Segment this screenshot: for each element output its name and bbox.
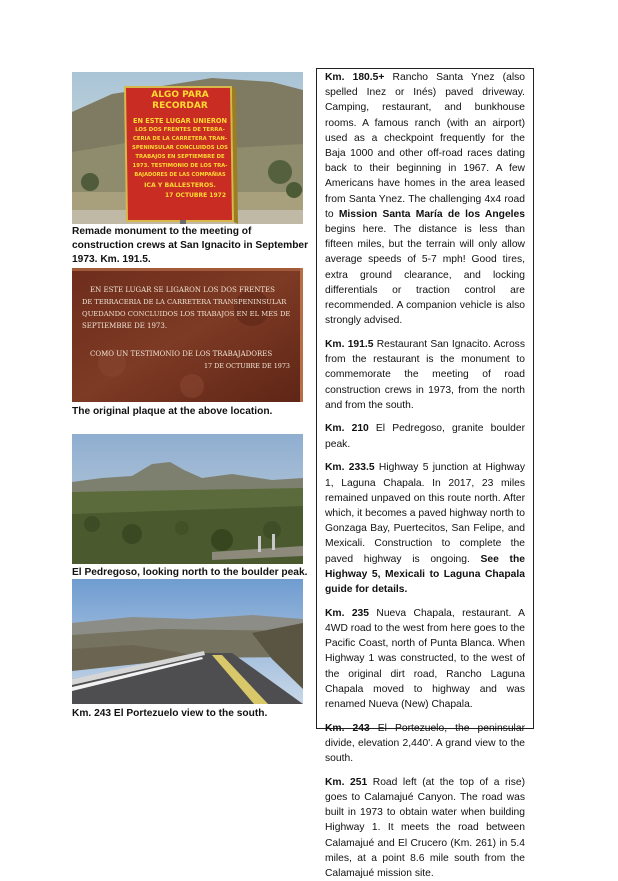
sign-line: 1973. TESTIMONIO DE LOS TRA-	[132, 163, 228, 169]
entry-text: Highway 5 junction at Highway 1, Laguna Chapala. In 2017, 23 miles remained unpaved on this route north. After which, it becomes a paved highway north to Gonzaga Bay, Puertecitos, San Felipe, and Mexicali. Construction to complete the paved highway is ongoing.	[325, 462, 525, 565]
km-entry	[325, 70, 525, 328]
km-entry	[325, 460, 525, 597]
km-log-panel	[316, 68, 534, 879]
sign-line: LOS DOS FRENTES DE TERRA-	[135, 127, 225, 133]
sign-line: CERIA DE LA CARRETERA TRAN-	[132, 136, 228, 142]
sign-line: ICA Y BALLESTEROS.	[144, 182, 216, 189]
plaque-caption: The original plaque at the above location.	[72, 406, 273, 417]
km-entry	[325, 606, 525, 712]
plaque-line: DE TERRACERIA DE LA CARRETERA TRANSPENINSULAR	[82, 298, 287, 306]
sign-line: SPENINSULAR CONCLUIDOS LOS	[132, 145, 228, 151]
portezuelo-photo	[72, 579, 303, 704]
pedregoso-caption: El Pedregoso, looking north to the boulder peak.	[72, 567, 308, 578]
portezuelo-image	[72, 579, 303, 704]
sign-line: BAJADORES DE LAS COMPAÑIAS	[134, 172, 226, 178]
entry-text: begins here. The distance is less than fifteen miles, but the terrain will only allow average speeds of 5-7 mph! Good tires, extra ground clearance, and locking differentials or traction control are recommended. A companion vehicle is also strongly advised.	[325, 224, 525, 327]
plaque-photo	[72, 268, 303, 402]
km-entry	[325, 421, 525, 451]
monument-photo	[72, 72, 303, 224]
km-marker: Km. 191.5	[325, 338, 374, 350]
plaque-line: QUEDANDO CONCLUIDOS LOS TRABAJOS EN EL MES DE	[82, 310, 291, 318]
sign-line: EN ESTE LUGAR UNIERON	[132, 117, 228, 125]
plaque-line: EN ESTE LUGAR SE LIGARON LOS DOS FRENTES	[90, 286, 275, 294]
km-entry	[325, 775, 525, 881]
km-marker: Km. 251	[325, 776, 368, 788]
entry-text: Rancho Santa Ynez (also spelled Inez or Inés) paved driveway. Camping, restaurant, and bunkhouse rooms. A famous ranch (with an airport) used as a checkpoint frequently for the Baja 1000 and other off-road races dating back to their beginning in 1967. A few Americans have homes in the area leased from Santa Ynez. The challenging 4x4 road to	[325, 72, 525, 220]
entry-bold-text: Mission Santa María de los Angeles	[338, 208, 525, 220]
km-marker: Km. 235	[325, 607, 370, 619]
monument-caption: Remade monument to the meeting of construction crews at San Ignacito in September 1973. Km. 191.5.	[72, 226, 309, 265]
entry-text: Nueva Chapala, restaurant. A 4WD road to the west from here goes to the Pacific Coast, north of Punta Blanca. When Highway 1 was constructed, to the west of the original dirt road, Rancho Laguna Chapala moved to highway and was renamed Nueva (New) Chapala.	[325, 607, 526, 710]
km-marker: Km. 210	[325, 423, 369, 435]
plaque-date: 17 DE OCTUBRE DE 1973	[203, 362, 290, 370]
km-entry	[325, 337, 525, 413]
km-marker: Km. 180.5+	[325, 72, 385, 83]
sign-header: ALGO PARA RECORDAR	[151, 90, 209, 111]
plaque-line: SEPTIEMBRE DE 1973.	[82, 322, 168, 330]
entry-text: El Portezuelo, the peninsular divide, elevation 2,440'. A grand view to the south.	[325, 722, 526, 765]
plaque-testimony: COMO UN TESTIMONIO DE LOS TRABAJADORES	[90, 350, 273, 358]
entry-bold-text: See the Highway 5, Mexicali to Laguna Chapala guide for details.	[325, 553, 525, 595]
entry-text: Restaurant San Ignacito. Across from the restaurant is the monument to commemorate the meeting of road construction crews in 1973, from the north and from the south.	[325, 338, 525, 411]
plaque-text	[82, 284, 294, 372]
portezuelo-caption: Km. 243 El Portezuelo view to the south.	[72, 708, 268, 719]
km-marker: Km. 243	[325, 722, 370, 734]
entry-text: El Pedregoso, granite boulder peak.	[325, 423, 525, 450]
pedregoso-image	[72, 434, 303, 564]
sign-line: TRABAJOS EN SEPTIEMBRE DE	[135, 154, 225, 160]
monument-sign-text	[128, 90, 232, 200]
entry-text: Road left (at the top of a rise) goes to Calamajué Canyon. The road was built in 1973 to obtain water when building Highway 1. It meets the road between Calamajué and El Crucero (Km. 261) in 5.4 miles, at a point 8.6 mile south from the Calamajué mission site.	[325, 776, 526, 879]
km-entry	[325, 721, 525, 767]
sign-date: 17 OCTUBRE 1972	[165, 192, 226, 199]
pedregoso-photo	[72, 434, 303, 564]
km-marker: Km. 233.5	[325, 462, 375, 474]
